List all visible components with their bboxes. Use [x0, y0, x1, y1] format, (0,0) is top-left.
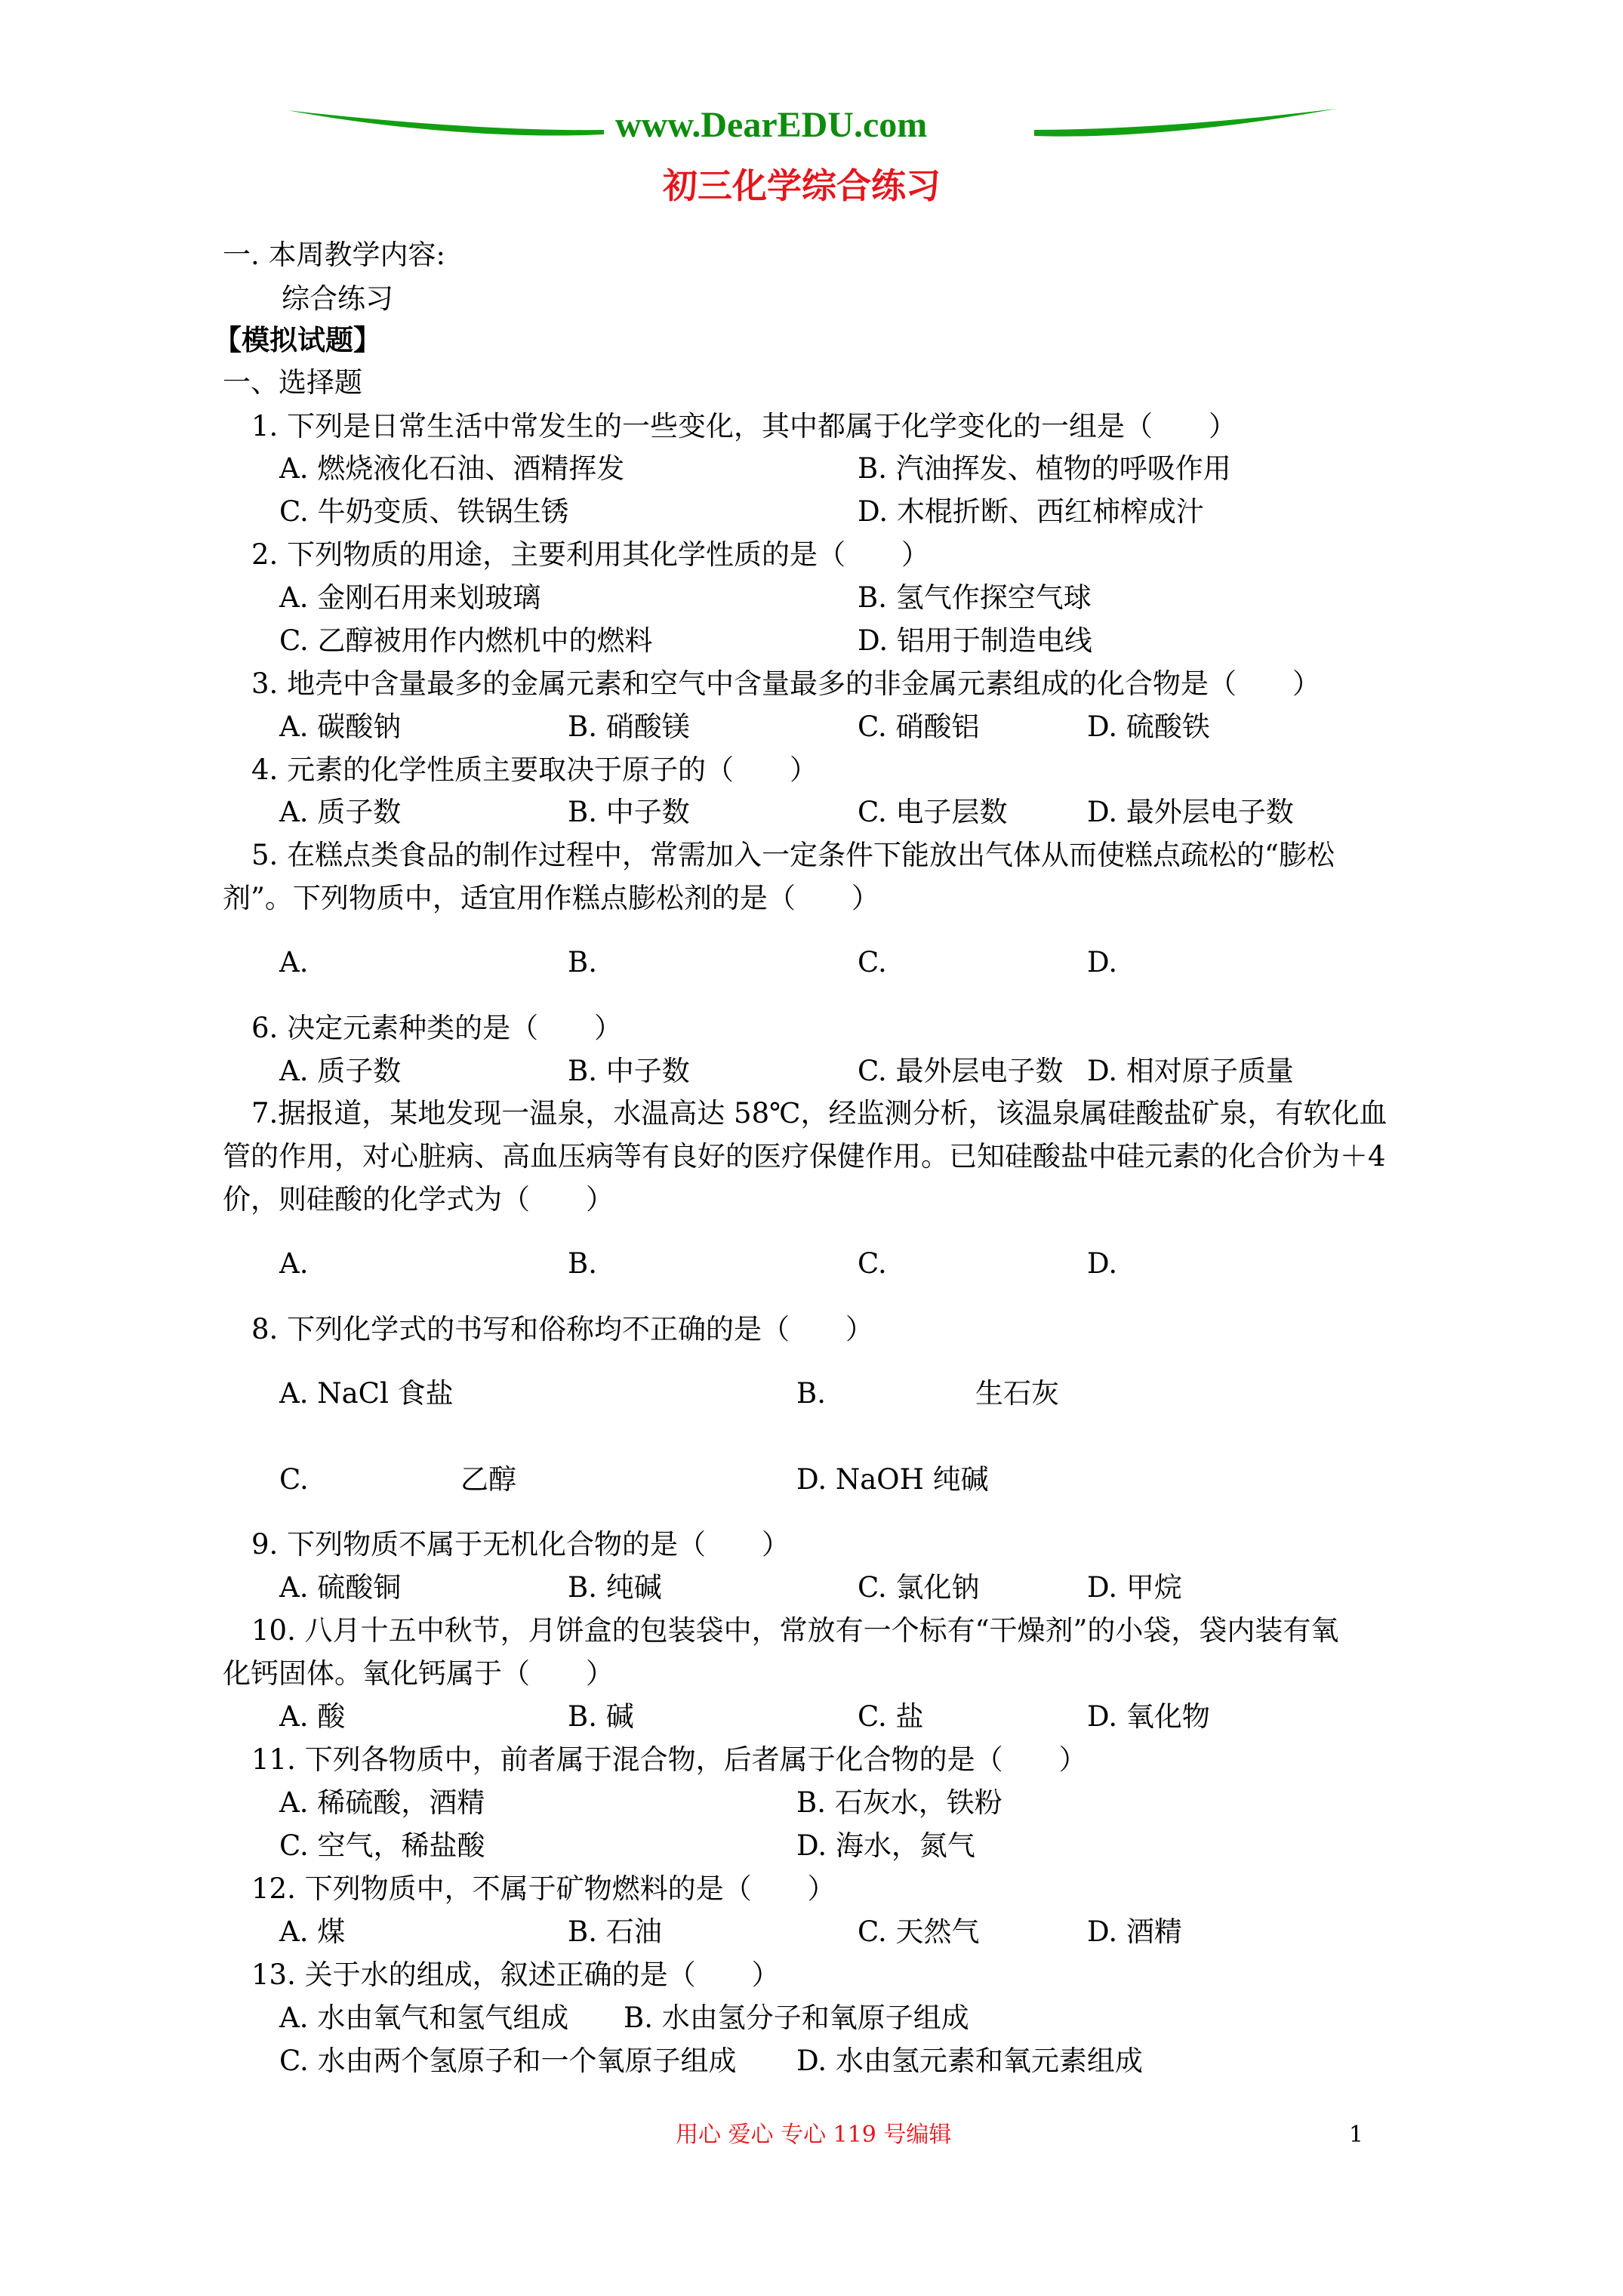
question-7-line-3: 价，则硅酸的化学式为（ ） — [223, 1183, 614, 1216]
page-number: 1 — [1349, 2122, 1364, 2148]
q7-option-a: A. — [279, 1247, 309, 1280]
q2-option-d: D. 铝用于制造电线 — [858, 624, 1092, 657]
question-10-line-1: 10. 八月十五中秋节，月饼盒的包装袋中，常放有一个标有“干燥剂”的小袋，袋内装有氧 — [251, 1614, 1339, 1647]
question-13: 13. 关于水的组成，叙述正确的是（ ） — [251, 1959, 780, 1991]
q6-option-b: B. 中子数 — [568, 1055, 690, 1087]
q2-option-a: A. 金刚石用来划玻璃 — [279, 581, 541, 614]
q1-option-d: D. 木棍折断、西红柿榨成汁 — [858, 495, 1204, 528]
question-12: 12. 下列物质中，不属于矿物燃料的是（ ） — [251, 1872, 836, 1905]
q12-option-c: C. 天然气 — [858, 1915, 980, 1948]
q11-option-b: B. 石灰水，铁粉 — [796, 1786, 1002, 1819]
q6-option-d: D. 相对原子质量 — [1087, 1055, 1294, 1087]
q1-option-c: C. 牛奶变质、铁锅生锈 — [279, 495, 569, 528]
part-heading: 一、选择题 — [223, 366, 362, 399]
q7-option-d: D. — [1087, 1247, 1118, 1280]
q10-option-a: A. 酸 — [279, 1700, 346, 1733]
q4-option-c: C. 电子层数 — [858, 796, 1008, 828]
q8-option-b: B. — [796, 1377, 826, 1410]
q5-option-d: D. — [1087, 946, 1118, 978]
question-2: 2. 下列物质的用途，主要利用其化学性质的是（ ） — [251, 538, 930, 571]
q7-option-c: C. — [858, 1247, 887, 1280]
question-4: 4. 元素的化学性质主要取决于原子的（ ） — [251, 754, 818, 786]
q3-option-d: D. 硫酸铁 — [1087, 710, 1210, 743]
q9-option-b: B. 纯碱 — [568, 1571, 662, 1604]
question-11: 11. 下列各物质中，前者属于混合物，后者属于化合物的是（ ） — [251, 1743, 1087, 1776]
q2-option-b: B. 氢气作探空气球 — [858, 581, 1092, 614]
q3-option-a: A. 碳酸钠 — [279, 710, 402, 743]
q6-option-c: C. 最外层电子数 — [858, 1055, 1064, 1087]
q13-option-d: D. 水由氢元素和氧元素组成 — [796, 2045, 1143, 2077]
q1-option-b: B. 汽油挥发、植物的呼吸作用 — [858, 452, 1231, 485]
q12-option-a: A. 煤 — [279, 1915, 346, 1948]
q9-option-d: D. 甲烷 — [1087, 1571, 1182, 1604]
q8-option-d: D. NaOH 纯碱 — [796, 1463, 989, 1496]
question-7-line-2: 管的作用，对心脏病、高血压病等有良好的医疗保健作用。已知硅酸盐中硅元素的化合价为＋4 — [223, 1140, 1386, 1173]
question-10-line-2: 化钙固体。氧化钙属于（ ） — [223, 1657, 614, 1690]
q10-option-b: B. 碱 — [568, 1700, 634, 1733]
section-teaching-content: 一. 本周教学内容: — [223, 239, 445, 271]
section-content-text: 综合练习 — [282, 282, 393, 315]
q10-option-d: D. 氧化物 — [1087, 1700, 1210, 1733]
question-5-line-2: 剂”。下列物质中，适宜用作糕点膨松剂的是（ ） — [223, 882, 879, 914]
q3-option-c: C. 硝酸铝 — [858, 710, 980, 743]
q4-option-d: D. 最外层电子数 — [1087, 796, 1294, 828]
q8-option-a: A. NaCl 食盐 — [279, 1377, 454, 1410]
question-7-line-1: 7.据报道，某地发现一温泉，水温高达 58℃，经监测分析，该温泉属硅酸盐矿泉，有软化血 — [251, 1097, 1387, 1130]
mock-test-heading: 【模拟试题】 — [214, 323, 381, 356]
q5-option-c: C. — [858, 946, 887, 978]
footer-editor-note: 用心 爱心 专心 119 号编辑 — [676, 2122, 952, 2148]
q8-option-c-name: 乙醇 — [460, 1463, 516, 1496]
q10-option-c: C. 盐 — [858, 1700, 924, 1733]
q13-option-b: B. 水由氢分子和氧原子组成 — [624, 2002, 969, 2034]
q9-option-c: C. 氯化钠 — [858, 1571, 980, 1604]
q8-option-c: C. — [279, 1463, 309, 1496]
q4-option-b: B. 中子数 — [568, 796, 690, 828]
q11-option-a: A. 稀硫酸，酒精 — [279, 1786, 485, 1819]
question-1: 1. 下列是日常生活中常发生的一些变化，其中都属于化学变化的一组是（ ） — [251, 410, 1237, 442]
q12-option-d: D. 酒精 — [1087, 1915, 1182, 1948]
q11-option-d: D. 海水，氮气 — [796, 1829, 975, 1862]
q4-option-a: A. 质子数 — [279, 796, 402, 828]
q1-option-a: A. 燃烧液化石油、酒精挥发 — [279, 452, 625, 485]
q5-option-a: A. — [279, 946, 309, 978]
q6-option-a: A. 质子数 — [279, 1055, 402, 1087]
q5-option-b: B. — [568, 946, 597, 978]
question-8: 8. 下列化学式的书写和俗称均不正确的是（ ） — [251, 1313, 874, 1345]
question-5-line-1: 5. 在糕点类食品的制作过程中，常需加入一定条件下能放出气体从而使糕点疏松的“膨松 — [251, 839, 1335, 871]
document-title: 初三化学综合练习 — [663, 165, 941, 206]
q13-option-c: C. 水由两个氢原子和一个氧原子组成 — [279, 2045, 737, 2077]
q8-option-b-name: 生石灰 — [975, 1377, 1059, 1410]
question-9: 9. 下列物质不属于无机化合物的是（ ） — [251, 1528, 790, 1561]
question-6: 6. 决定元素种类的是（ ） — [251, 1012, 623, 1044]
q13-option-a: A. 水由氧气和氢气组成 — [279, 2002, 569, 2034]
q2-option-c: C. 乙醇被用作内燃机中的燃料 — [279, 624, 653, 657]
q11-option-c: C. 空气，稀盐酸 — [279, 1829, 485, 1862]
question-3: 3. 地壳中含量最多的金属元素和空气中含量最多的非金属元素组成的化合物是（ ） — [251, 667, 1321, 700]
site-url: www.DearEDU.com — [615, 105, 928, 145]
q7-option-b: B. — [568, 1247, 597, 1280]
q12-option-b: B. 石油 — [568, 1915, 662, 1948]
q9-option-a: A. 硫酸铜 — [279, 1571, 402, 1604]
q3-option-b: B. 硝酸镁 — [568, 710, 690, 743]
